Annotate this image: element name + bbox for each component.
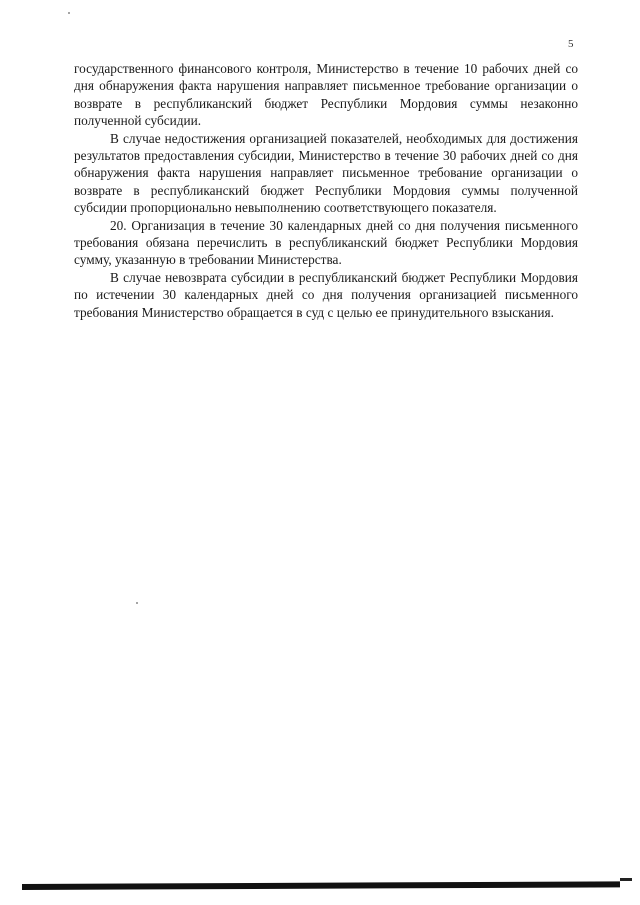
paragraph-continuation: государственного финансового контроля, Министерство в течение 10 рабочих дней со дня обнаружения факта нарушения направляет письменное требование организации о возврате в республиканский бюджет Республики Мордовия суммы незаконно полученной субсидии.: [74, 61, 578, 129]
paragraph-item-20: 20. Организация в течение 30 календарных дней со дня получения письменного требования обязана перечислить в республиканский бюджет Республики Мордовия сумму, указанную в требовании Министерства.: [74, 217, 578, 268]
page-number: 5: [568, 38, 574, 50]
scan-edge-bar: [22, 881, 620, 890]
scan-speck-middle: [136, 602, 138, 604]
scan-edge-bar-tail: [620, 878, 632, 881]
document-body: [74, 60, 578, 321]
paragraph-underachievement: В случае недостижения организацией показателей, необходимых для достижения результатов предоставления субсидии, Министерство в течение 30 рабочих дней со дня обнаружения факта нарушения направляет письменное требование организации о возврате в республиканский бюджет Республики Мордовия суммы полученной субсидии пропорционально невыполнению соответствующего показателя.: [74, 130, 578, 216]
scan-speck-top: [68, 12, 70, 14]
paragraph-non-return: В случае невозврата субсидии в республиканский бюджет Республики Мордовия по истечении 30 календарных дней со дня получения организацией письменного требования Министерство обращается в суд с целью ее принудительного взыскания.: [74, 269, 578, 320]
